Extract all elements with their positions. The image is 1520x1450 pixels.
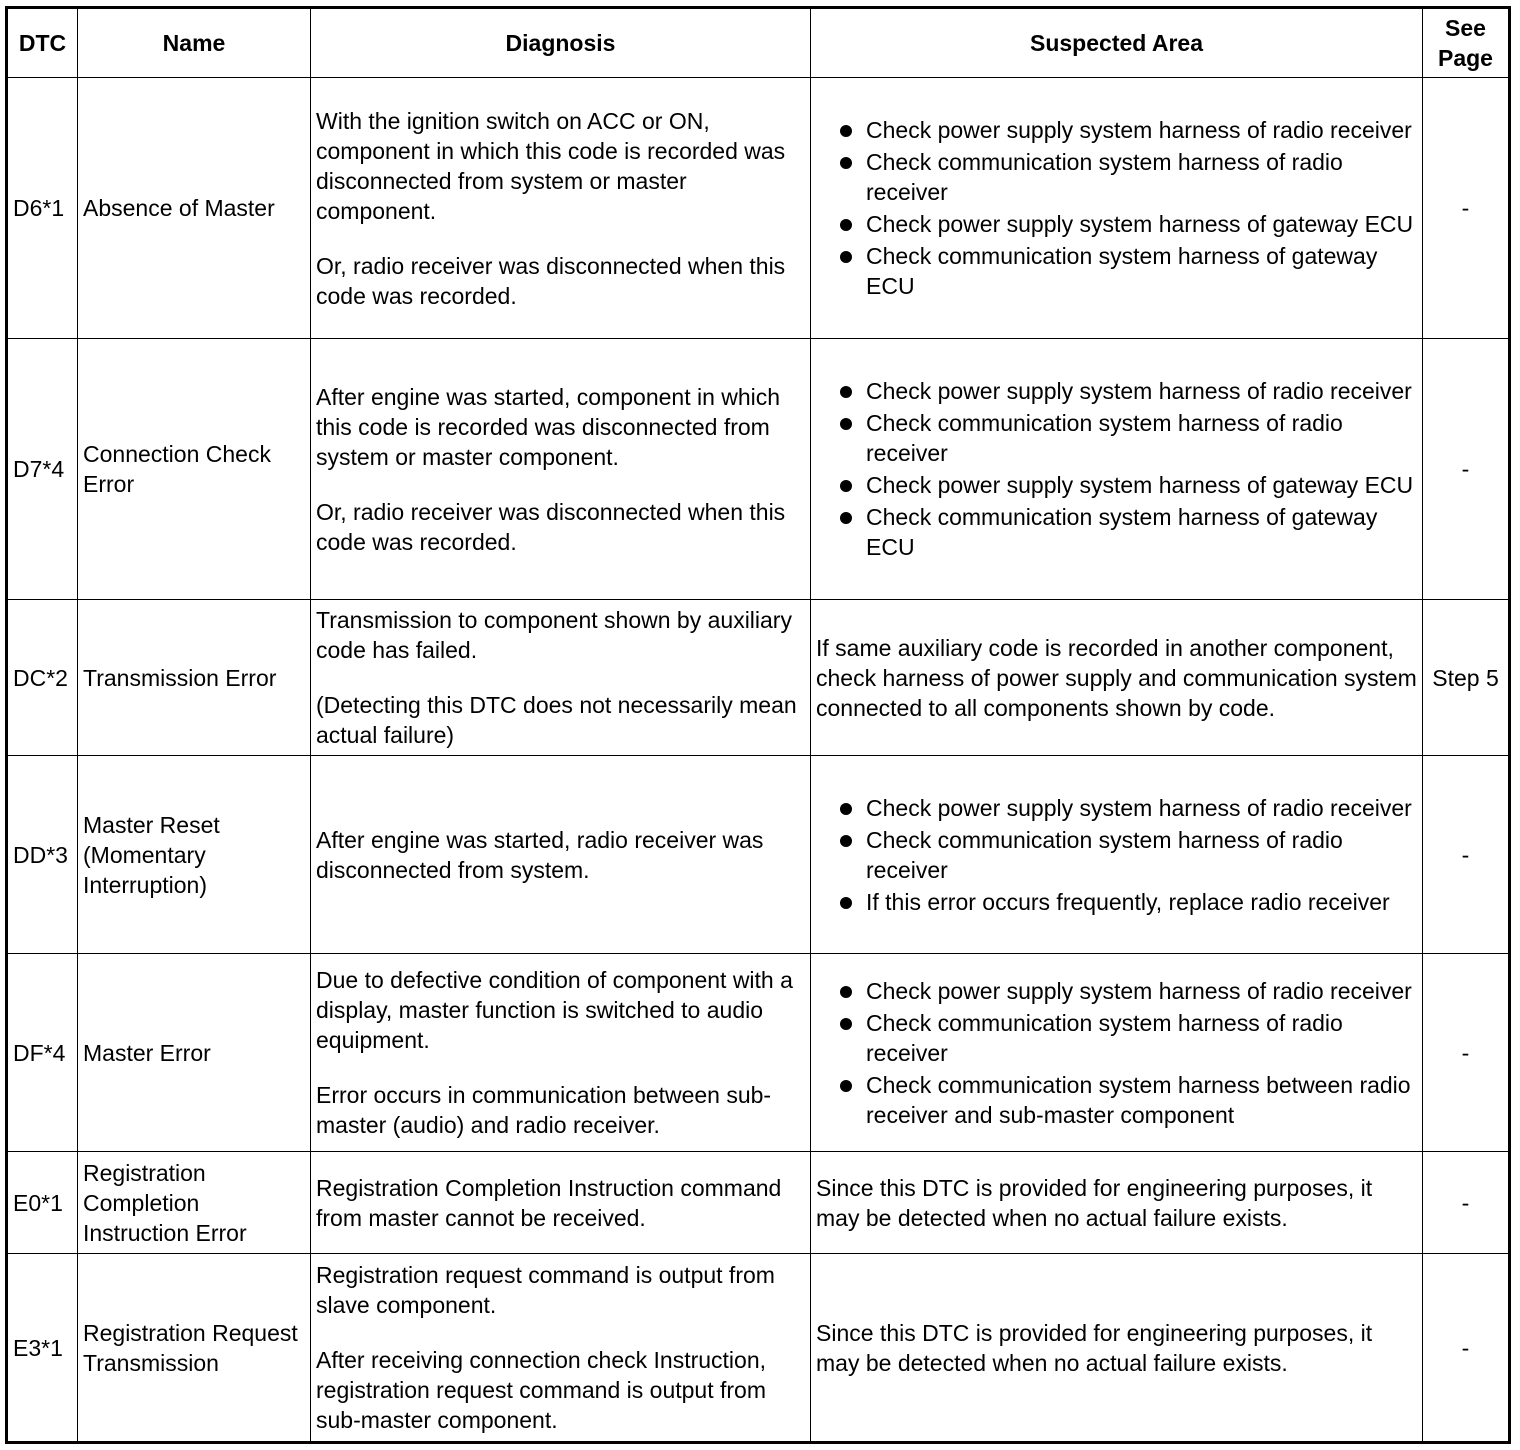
- suspected-area-cell: [811, 600, 1423, 756]
- header-dtc: DTC: [7, 8, 78, 78]
- diagnosis-cell: [311, 1152, 811, 1254]
- diagnosis-paragraph: With the ignition switch on ACC or ON, component in which this code is recorded was disconnected from system or master component.: [316, 107, 786, 224]
- see-page-cell: Step 5: [1423, 600, 1510, 756]
- dtc-code-cell: E0*1: [7, 1152, 78, 1254]
- diagnosis-paragraph: Due to defective condition of component with a display, master function is switched to audio equipment.: [316, 967, 793, 1053]
- suspected-area-cell: [811, 954, 1423, 1152]
- dtc-code-cell: DF*4: [7, 954, 78, 1152]
- diagnosis-paragraph: After engine was started, radio receiver was disconnected from system.: [316, 826, 764, 883]
- header-name: Name: [78, 8, 311, 78]
- dtc-name-cell: Registration Completion Instruction Error: [78, 1152, 311, 1254]
- dtc-name-cell: Connection Check Error: [78, 339, 311, 600]
- suspected-area-list: [816, 793, 1417, 917]
- dtc-name-cell: Transmission Error: [78, 600, 311, 756]
- suspected-area-item: Check power supply system harness of radio receiver: [816, 976, 1417, 1006]
- diagnosis-paragraph: Or, radio receiver was disconnected when this code was recorded.: [316, 498, 786, 555]
- table-body: [7, 78, 1510, 1443]
- table-row: [7, 339, 1510, 600]
- see-page-cell: -: [1423, 1152, 1510, 1254]
- suspected-area-item: Check power supply system harness of radio receiver: [816, 793, 1417, 823]
- suspected-area-list: [816, 376, 1417, 562]
- diagnosis-cell: [311, 954, 811, 1152]
- dtc-name-cell: Master Reset (Momentary Interruption): [78, 756, 311, 954]
- diagnosis-paragraph: Registration request command is output from slave component.: [316, 1262, 775, 1318]
- suspected-area-cell: [811, 78, 1423, 339]
- see-page-cell: -: [1423, 954, 1510, 1152]
- suspected-area-item: Check power supply system harness of gateway ECU: [816, 470, 1417, 500]
- table-row: [7, 1152, 1510, 1254]
- diagnosis-paragraph: Registration Completion Instruction command from master cannot be received.: [316, 1174, 782, 1231]
- dtc-code-cell: DD*3: [7, 756, 78, 954]
- suspected-area-item: Check communication system harness of radio receiver: [816, 1008, 1417, 1068]
- diagnosis-paragraph: Error occurs in communication between sub-master (audio) and radio receiver.: [316, 1082, 772, 1138]
- table-row: [7, 1254, 1510, 1443]
- header-diagnosis: Diagnosis: [311, 8, 811, 78]
- dtc-name-cell: Registration Request Transmission: [78, 1254, 311, 1443]
- suspected-area-item: Check communication system harness of radio receiver: [816, 147, 1417, 207]
- suspected-area-list: [816, 115, 1417, 301]
- diagnosis-cell: [311, 339, 811, 600]
- table-row: [7, 78, 1510, 339]
- diagnosis-cell: [311, 78, 811, 339]
- see-page-cell: -: [1423, 1254, 1510, 1443]
- suspected-area-cell: [811, 756, 1423, 954]
- table-header-row: [7, 8, 1510, 78]
- dtc-name-cell: Absence of Master: [78, 78, 311, 339]
- suspected-area-item: Check communication system harness of gateway ECU: [816, 241, 1417, 301]
- dtc-document: [5, 6, 1508, 1444]
- diagnosis-paragraph: Or, radio receiver was disconnected when this code was recorded.: [316, 252, 786, 309]
- table-row: [7, 756, 1510, 954]
- dtc-code-cell: D6*1: [7, 78, 78, 339]
- table-row: [7, 600, 1510, 756]
- see-page-cell: -: [1423, 756, 1510, 954]
- suspected-area-item: Check communication system harness of radio receiver: [816, 408, 1417, 468]
- suspected-area-item: Check communication system harness between radio receiver and sub-master component: [816, 1070, 1417, 1130]
- dtc-code-cell: D7*4: [7, 339, 78, 600]
- header-suspected-area: Suspected Area: [811, 8, 1423, 78]
- diagnosis-paragraph: Transmission to component shown by auxiliary code has failed.: [316, 607, 792, 663]
- suspected-area-text: Since this DTC is provided for engineering purposes, it may be detected when no actual failure exists.: [816, 1174, 1373, 1231]
- diagnosis-cell: [311, 600, 811, 756]
- suspected-area-item: If this error occurs frequently, replace radio receiver: [816, 887, 1417, 917]
- suspected-area-item: Check communication system harness of gateway ECU: [816, 502, 1417, 562]
- dtc-table: [5, 6, 1511, 1444]
- suspected-area-item: Check power supply system harness of radio receiver: [816, 115, 1417, 145]
- see-page-cell: -: [1423, 339, 1510, 600]
- diagnosis-paragraph: After engine was started, component in which this code is recorded was disconnected from system or master component.: [316, 383, 781, 470]
- diagnosis-paragraph: After receiving connection check Instruction, registration request command is output from sub-master component.: [316, 1347, 767, 1433]
- suspected-area-cell: [811, 339, 1423, 600]
- dtc-name-cell: Master Error: [78, 954, 311, 1152]
- suspected-area-text: If same auxiliary code is recorded in another component, check harness of power supply and communication system connected to all components shown by code.: [816, 634, 1417, 721]
- suspected-area-item: Check communication system harness of radio receiver: [816, 825, 1417, 885]
- suspected-area-text: Since this DTC is provided for engineering purposes, it may be detected when no actual failure exists.: [816, 1319, 1373, 1376]
- suspected-area-item: Check power supply system harness of gateway ECU: [816, 209, 1417, 239]
- suspected-area-cell: [811, 1152, 1423, 1254]
- header-see-page: See Page: [1423, 8, 1510, 78]
- diagnosis-cell: [311, 1254, 811, 1443]
- suspected-area-list: [816, 976, 1417, 1130]
- dtc-code-cell: E3*1: [7, 1254, 78, 1443]
- diagnosis-cell: [311, 756, 811, 954]
- suspected-area-item: Check power supply system harness of radio receiver: [816, 376, 1417, 406]
- diagnosis-paragraph: (Detecting this DTC does not necessarily mean actual failure): [316, 692, 797, 748]
- table-row: [7, 954, 1510, 1152]
- dtc-code-cell: DC*2: [7, 600, 78, 756]
- suspected-area-cell: [811, 1254, 1423, 1443]
- see-page-cell: -: [1423, 78, 1510, 339]
